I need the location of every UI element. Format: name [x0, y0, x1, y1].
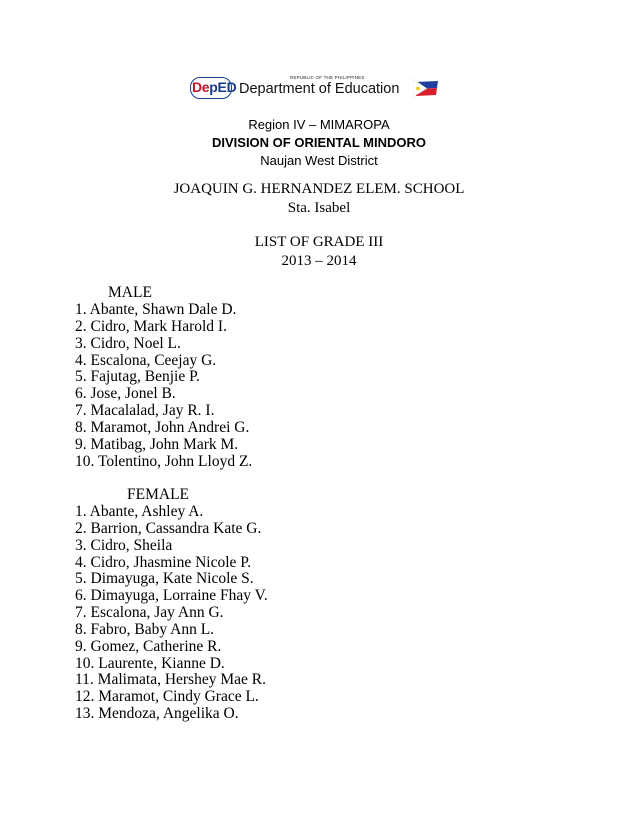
list-item: 3. Cidro, Sheila: [75, 536, 173, 554]
list-item: 6. Jose, Jonel B.: [75, 385, 176, 403]
department-name: Department of Education: [239, 81, 400, 97]
list-item: 11. Malimata, Hershey Mae R.: [75, 671, 266, 689]
male-student-list: [75, 302, 252, 470]
list-item: 6. Dimayuga, Lorraine Fhay V.: [75, 587, 268, 605]
list-item: 2. Cidro, Mark Harold I.: [75, 317, 227, 335]
male-heading: MALE: [108, 284, 152, 301]
list-item: 4. Cidro, Jhasmine Nicole P.: [75, 553, 252, 571]
district-line: Naujan West District: [260, 153, 378, 168]
division-line: DIVISION OF ORIENTAL MINDORO: [211, 135, 427, 150]
female-student-list: [75, 504, 268, 723]
school-name: JOAQUIN G. HERNANDEZ ELEM. SCHOOL: [173, 181, 465, 197]
list-item: 10. Tolentino, John Lloyd Z.: [75, 452, 253, 470]
republic-label: REPUBLIC OF THE PHILIPPINES: [290, 75, 365, 80]
list-item: 9. Matibag, John Mark M.: [75, 435, 239, 453]
list-item: 5. Fajutag, Benjie P.: [75, 368, 200, 386]
list-item: 7. Escalona, Jay Ann G.: [75, 604, 224, 622]
school-location: Sta. Isabel: [287, 200, 351, 216]
list-item: 9. Gomez, Catherine R.: [75, 637, 222, 655]
deped-wordmark: DepED: [192, 79, 237, 95]
list-item: 12. Maramot, Cindy Grace L.: [75, 688, 259, 706]
list-item: 1. Abante, Ashley A.: [75, 503, 204, 520]
list-item: 3. Cidro, Noel L.: [75, 334, 181, 352]
list-item: 8. Fabro, Baby Ann L.: [75, 620, 215, 638]
philippine-flag-icon: [413, 79, 439, 97]
list-item: 4. Escalona, Ceejay G.: [75, 351, 217, 369]
list-item: 10. Laurente, Kianne D.: [75, 654, 225, 672]
region-line: Region IV – MIMAROPA: [248, 117, 390, 132]
list-item: 7. Macalalad, Jay R. I.: [75, 402, 215, 420]
list-title: LIST OF GRADE III: [254, 234, 384, 250]
deped-letterhead-logo: [192, 74, 444, 100]
school-year: 2013 – 2014: [281, 253, 357, 269]
female-heading: FEMALE: [127, 486, 189, 503]
list-item: 8. Maramot, John Andrei G.: [75, 418, 250, 436]
list-item: 2. Barrion, Cassandra Kate G.: [75, 519, 262, 537]
list-item: 13. Mendoza, Angelika O.: [75, 705, 239, 723]
list-item: 1. Abante, Shawn Dale D.: [75, 301, 237, 318]
list-item: 5. Dimayuga, Kate Nicole S.: [75, 570, 254, 588]
